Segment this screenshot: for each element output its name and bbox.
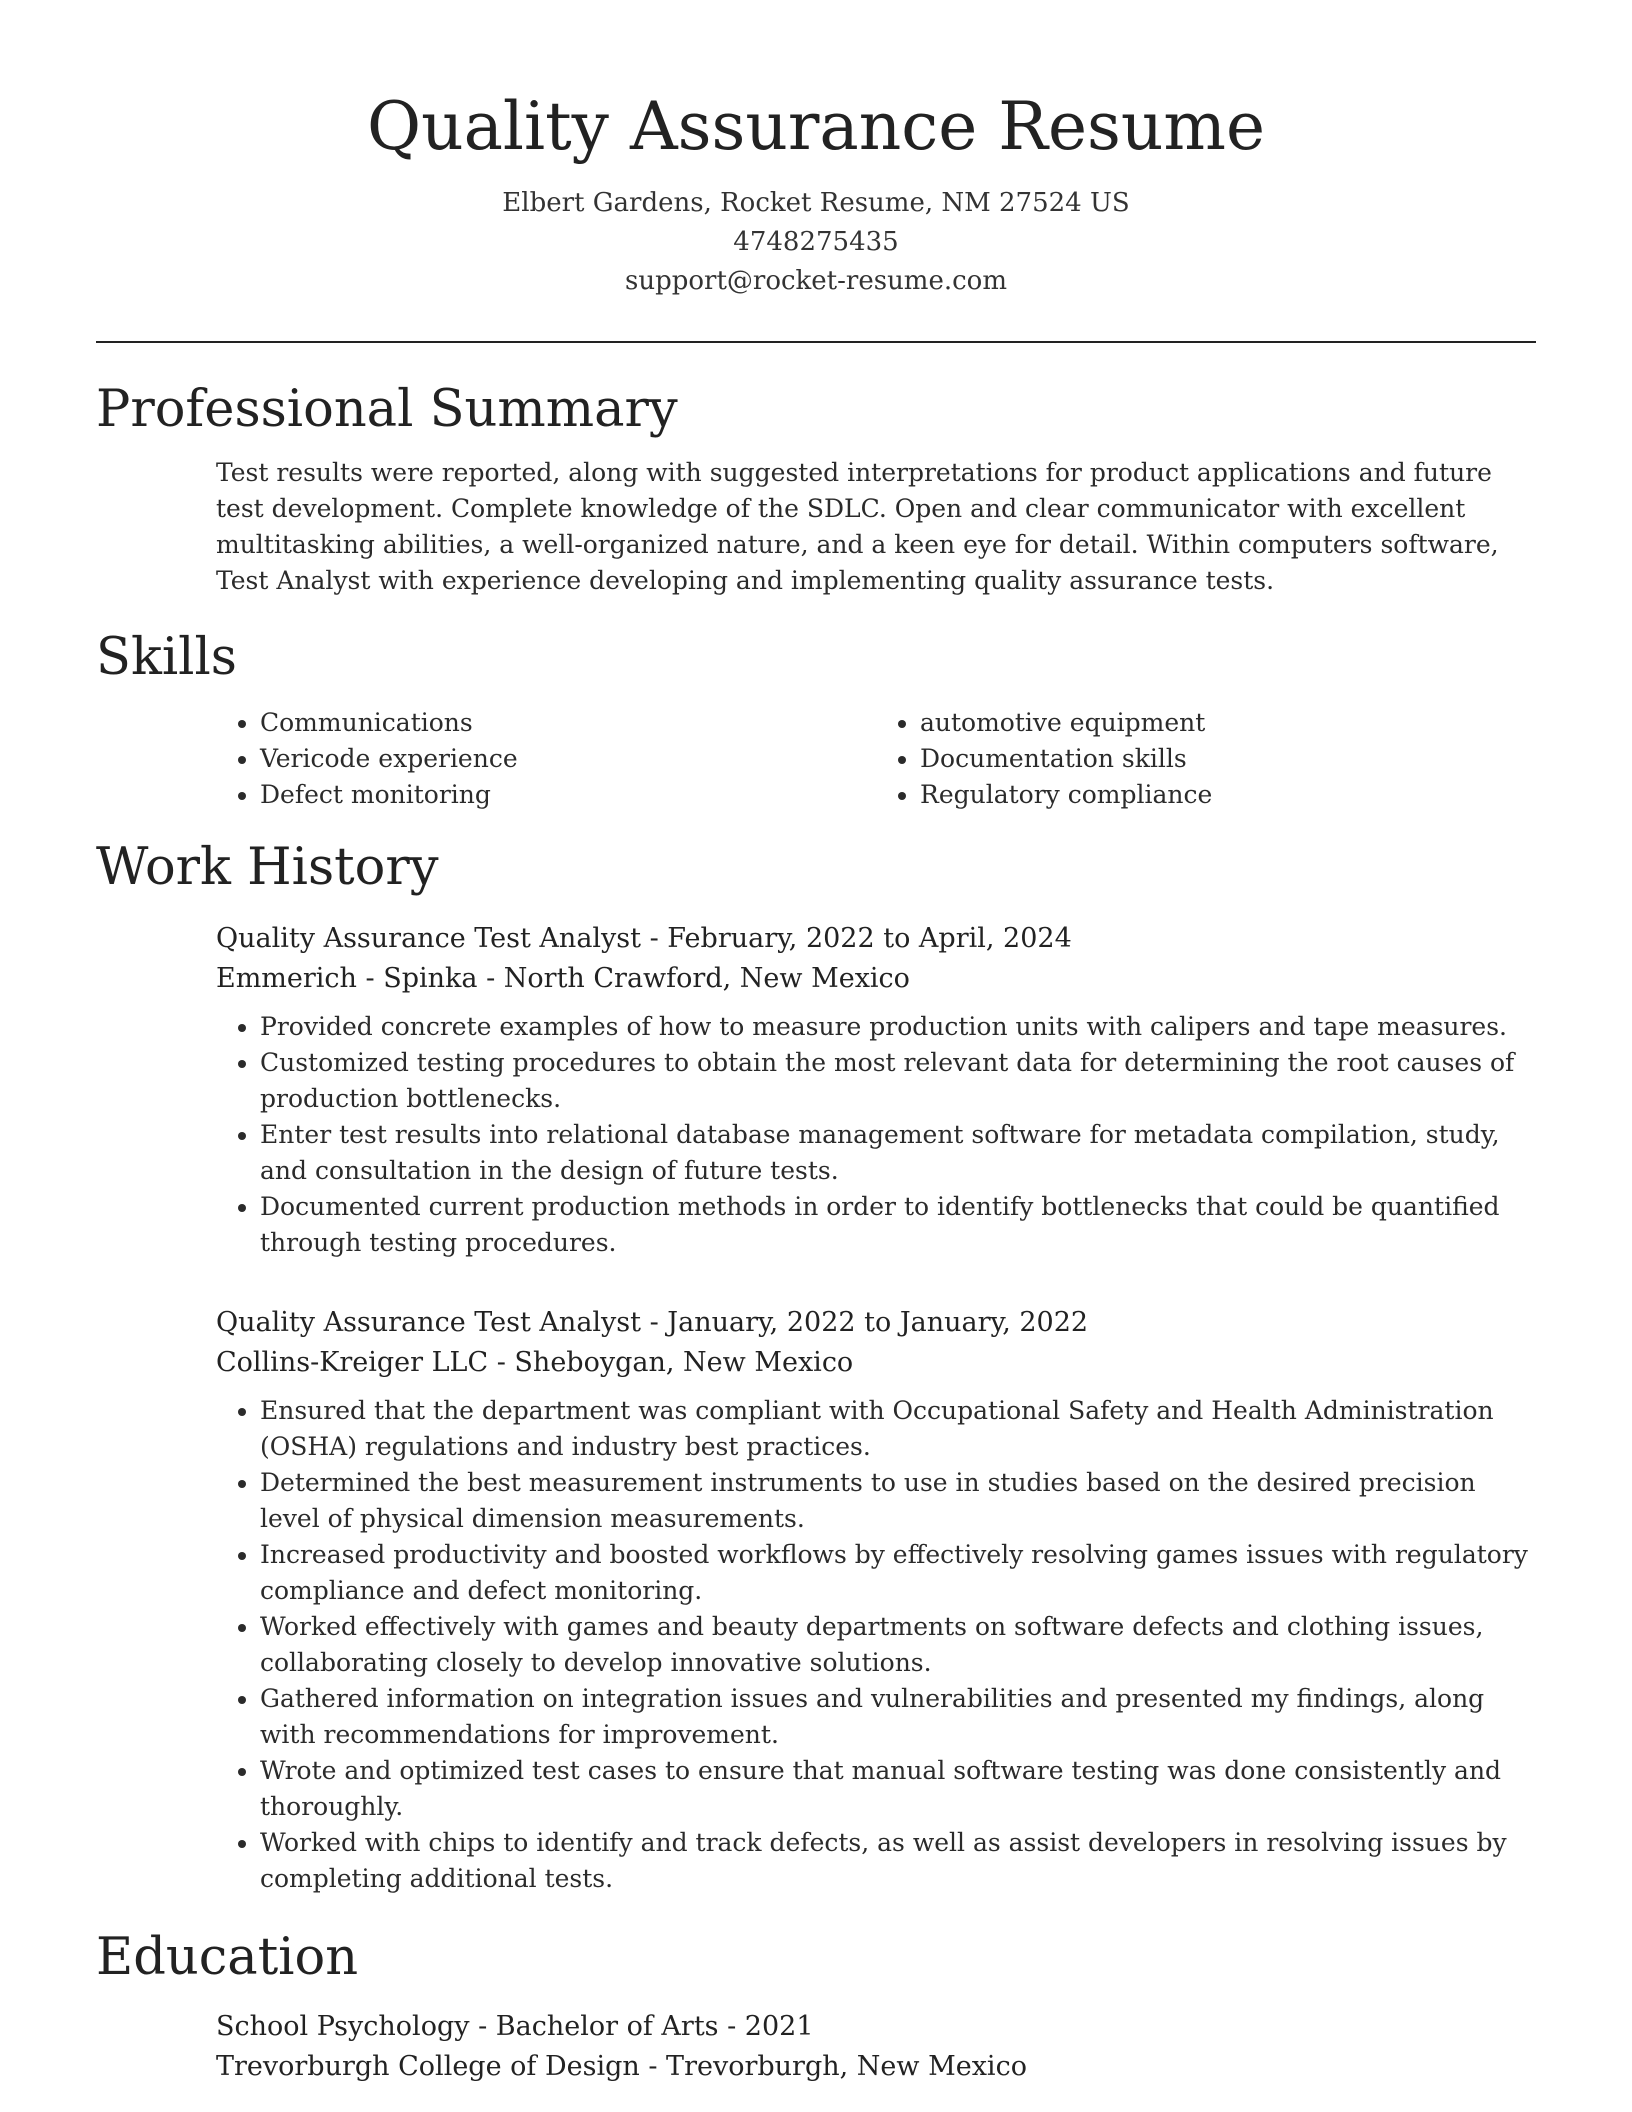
contact-phone: 4748275435 <box>733 227 899 257</box>
skills-grid <box>216 705 1536 813</box>
job-bullet: • Provided concrete examples of how to measure production units with calipers and tape measures. <box>260 1009 1536 1045</box>
job-bullet: • Wrote and optimized test cases to ensure that manual software testing was done consistently and thoroughly. <box>260 1753 1536 1825</box>
school-line: Trevorburgh College of Design - Trevorburgh, New Mexico <box>216 2051 1027 2082</box>
job-company-line: Collins-Kreiger LLC - Sheboygan, New Mexico <box>216 1347 854 1378</box>
skill-item: • automotive equipment <box>920 705 1536 741</box>
skills-column-left <box>216 705 876 813</box>
job-bullet: • Worked effectively with games and beauty departments on software defects and clothing issues, collaborating closely to develop innovative solutions. <box>260 1609 1536 1681</box>
job-bullets <box>216 1009 1536 1261</box>
work-history-section <box>96 835 1536 1897</box>
skill-item: • Defect monitoring <box>260 777 876 813</box>
education-heading: Education <box>96 1928 359 1987</box>
job-bullet: • Increased productivity and boosted workflows by effectively resolving games issues with regulatory compliance and defect monitoring. <box>260 1537 1536 1609</box>
job-company-line: Emmerich - Spinka - North Crawford, New Mexico <box>216 963 910 994</box>
education-section <box>96 1925 1536 2087</box>
header-divider <box>96 341 1536 343</box>
contact-email: support@rocket-resume.com <box>624 266 1007 296</box>
summary-heading: Professional Summary <box>96 380 678 439</box>
contact-block <box>96 184 1536 301</box>
skills-column-right <box>876 705 1536 813</box>
resume-header <box>96 0 1536 301</box>
job-bullet: • Enter test results into relational database management software for metadata compilation, study, and consultation in the design of future tests. <box>260 1117 1536 1189</box>
resume-title: Quality Assurance Resume <box>366 88 1266 165</box>
job-bullet: • Documented current production methods in order to identify bottlenecks that could be quantified through testing procedures. <box>260 1189 1536 1261</box>
education-entry <box>216 2007 1536 2087</box>
skills-heading: Skills <box>96 628 237 687</box>
job-bullets <box>216 1393 1536 1897</box>
work-history-heading: Work History <box>96 838 439 897</box>
job-title-line: Quality Assurance Test Analyst - January, 2022 to January, 2022 <box>216 1307 1089 1338</box>
professional-summary-section <box>96 377 1536 599</box>
skills-section <box>96 625 1536 813</box>
job-entry <box>216 919 1536 1261</box>
skill-item: • Regulatory compliance <box>920 777 1536 813</box>
skill-item: • Vericode experience <box>260 741 876 777</box>
degree-line: School Psychology - Bachelor of Arts - 2021 <box>216 2011 814 2042</box>
skill-item: • Documentation skills <box>920 741 1536 777</box>
contact-address: Elbert Gardens, Rocket Resume, NM 27524 US <box>502 188 1130 218</box>
job-bullet: • Ensured that the department was compliant with Occupational Safety and Health Administration (OSHA) regulations and industry best practices. <box>260 1393 1536 1465</box>
job-bullet: • Worked with chips to identify and track defects, as well as assist developers in resolving issues by completing additional tests. <box>260 1825 1536 1897</box>
job-bullet: • Customized testing procedures to obtain the most relevant data for determining the root causes of production bottlenecks. <box>260 1045 1536 1117</box>
summary-text: Test results were reported, along with suggested interpretations for product applications and future test development. Complete knowledge of the SDLC. Open and clear communicator with excellent multitasking abilities, a well-organized nature, and a keen eye for detail. Within computers software, Test Analyst with experience developing and implementing quality assurance tests. <box>216 458 1499 595</box>
job-title-line: Quality Assurance Test Analyst - February, 2022 to April, 2024 <box>216 923 1072 954</box>
job-entry <box>216 1303 1536 1897</box>
job-bullet: • Gathered information on integration issues and vulnerabilities and presented my findings, along with recommendations for improvement. <box>260 1681 1536 1753</box>
job-bullet: • Determined the best measurement instruments to use in studies based on the desired precision level of physical dimension measurements. <box>260 1465 1536 1537</box>
skill-item: • Communications <box>260 705 876 741</box>
